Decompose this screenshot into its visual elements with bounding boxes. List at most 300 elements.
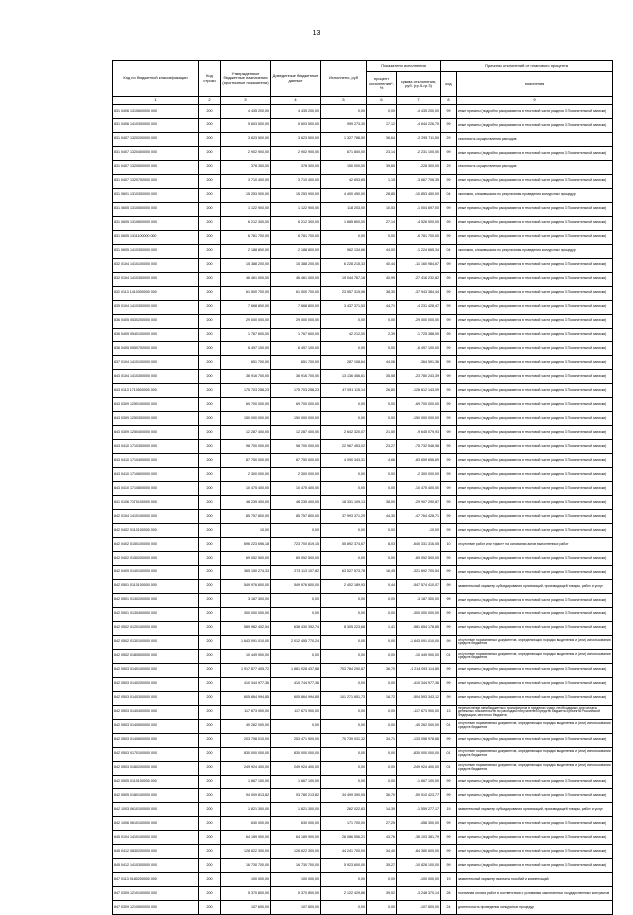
percent-cell: 0,00 xyxy=(367,342,397,356)
line-cell: 200 xyxy=(199,859,221,873)
reason-code-cell: 99 xyxy=(441,691,457,705)
brought-cell: 2 012 455 770,24 xyxy=(271,635,321,649)
code-cell: 842 0402 0150200000 000 xyxy=(113,552,199,566)
explanation-cell: иные причины (подробно раскрываются в текстовой части раздела 3 Пояснительной записки) xyxy=(457,454,613,468)
reason-code-cell: 99 xyxy=(441,524,457,538)
table-row xyxy=(113,174,613,188)
reason-code-cell: 99 xyxy=(441,468,457,482)
line-cell: 200 xyxy=(199,384,221,398)
header-explanation: пояснения xyxy=(457,72,613,97)
line-cell: 200 xyxy=(199,719,221,733)
approved-cell: 94 009 813,82 xyxy=(221,789,271,803)
reason-code-cell: 99 xyxy=(441,118,457,132)
header-reasons: Причины отклонений от планового процента xyxy=(441,61,613,72)
brought-cell: 6 781 700,00 xyxy=(271,230,321,244)
reason-code-cell: 28 xyxy=(441,887,457,901)
code-cell: 847 0309 1210500000 000 xyxy=(113,901,199,915)
code-cell: 831 0605 1410300000 000 xyxy=(113,244,199,258)
table-row xyxy=(113,216,613,230)
table-row xyxy=(113,272,613,286)
code-cell: 843 0309 1250100000 000 xyxy=(113,398,199,412)
table-row xyxy=(113,761,613,775)
explanation-cell: отсутствие нормативных документов, определяющих порядок выделения и (или) использования средств бюджетов xyxy=(457,747,613,761)
reason-code-cell: 99 xyxy=(441,817,457,831)
percent-cell: 0,00 xyxy=(367,412,397,426)
line-cell: 200 xyxy=(199,272,221,286)
column-number: 8 xyxy=(441,97,457,105)
explanation-cell: иные причины (подробно раскрываются в текстовой части раздела 3 Пояснительной записки) xyxy=(457,859,613,873)
code-cell: 842 0503 0140100000 000 xyxy=(113,663,199,677)
column-number: 4 xyxy=(271,97,321,105)
line-cell: 200 xyxy=(199,412,221,426)
explanation-cell: иные причины (подробно раскрываются в текстовой части раздела 3 Пояснительной записки) xyxy=(457,258,613,272)
reason-code-cell: 99 xyxy=(441,859,457,873)
code-cell: 842 0503 0180200000 000 xyxy=(113,761,199,775)
line-cell: 200 xyxy=(199,230,221,244)
percent-cell: 0,00 xyxy=(367,705,397,719)
executed-cell: 34 499 390,05 xyxy=(321,789,367,803)
reason-code-cell: 99 xyxy=(441,328,457,342)
approved-cell: 6 497 100,00 xyxy=(221,342,271,356)
deviation-cell: -1 224 665,34 xyxy=(397,244,441,258)
brought-cell: 87 750 000,00 xyxy=(271,454,321,468)
percent-cell: 0,00 xyxy=(367,677,397,691)
line-cell: 200 xyxy=(199,803,221,817)
reason-code-cell: 99 xyxy=(441,482,457,496)
brought-cell: 5 370 800,00 xyxy=(271,887,321,901)
reason-code-cell: 99 xyxy=(441,105,457,119)
code-cell: 831 0605 1310500000 000 xyxy=(113,202,199,216)
explanation-cell: иные причины (подробно раскрываются в текстовой части раздела 3 Пояснительной записки) xyxy=(457,817,613,831)
approved-cell: 7 668 800,00 xyxy=(221,300,271,314)
brought-cell: 651 700,00 xyxy=(271,356,321,370)
code-cell: 831 0605 1310600000 000 xyxy=(113,216,199,230)
explanation-cell: иные причины (подробно раскрываются в текстовой части раздела 3 Пояснительной записки) xyxy=(457,342,613,356)
code-cell: 842 0104 1410100000 000 xyxy=(113,510,199,524)
table-row xyxy=(113,440,613,454)
line-cell: 200 xyxy=(199,174,221,188)
deviation-cell: -3 187 300,00 xyxy=(397,593,441,607)
explanation-cell: иные причины (подробно раскрываются в текстовой части раздела 3 Пояснительной записки) xyxy=(457,272,613,286)
code-cell: 841 0106 71Г0100000 000 xyxy=(113,496,199,510)
approved-cell: 48 239 400,00 xyxy=(221,496,271,510)
reason-code-cell: 99 xyxy=(441,342,457,356)
reason-code-cell: 01 xyxy=(441,761,457,775)
code-cell: 842 0503 0170100000 000 xyxy=(113,747,199,761)
reason-code-cell: 99 xyxy=(441,440,457,454)
executed-cell: 42 693,65 xyxy=(321,174,367,188)
deviation-cell: -29 907 290,87 xyxy=(397,496,441,510)
explanation-cell: иные причины (подробно раскрываются в текстовой части раздела 3 Пояснительной записки) xyxy=(457,216,613,230)
percent-cell: 0,00 xyxy=(367,635,397,649)
reason-code-cell: 99 xyxy=(441,496,457,510)
executed-cell: 0,00 xyxy=(321,105,367,119)
reason-code-cell: 99 xyxy=(441,789,457,803)
reason-code-cell: 99 xyxy=(441,579,457,593)
line-cell: 200 xyxy=(199,482,221,496)
column-number: 7 xyxy=(397,97,441,105)
executed-cell: 4 090 343,31 xyxy=(321,454,367,468)
line-cell: 200 xyxy=(199,356,221,370)
percent-cell: 0,00 xyxy=(367,552,397,566)
line-cell: 200 xyxy=(199,538,221,552)
executed-cell: 0,00 xyxy=(321,677,367,691)
line-cell: 200 xyxy=(199,510,221,524)
executed-cell: 4 400 450,00 xyxy=(321,188,367,202)
explanation-cell: сезонность осуществления расходов xyxy=(457,132,613,146)
approved-cell: 1 643 091 010,00 xyxy=(221,635,271,649)
executed-cell: 0,00 xyxy=(321,901,367,915)
table-row xyxy=(113,579,613,593)
line-cell: 200 xyxy=(199,105,221,119)
deviation-cell: -59 510 423,77 xyxy=(397,789,441,803)
deviation-cell: -6 781 700,00 xyxy=(397,230,441,244)
percent-cell: 0,44 xyxy=(367,579,397,593)
code-cell: 843 0410 1710400000 000 xyxy=(113,454,199,468)
code-cell: 831 0407 1320400000 000 xyxy=(113,146,199,160)
brought-cell: 6 497 100,00 xyxy=(271,342,321,356)
approved-cell: 128 622 300,00 xyxy=(221,845,271,859)
code-cell: 831 0601 1310300000 000 xyxy=(113,188,199,202)
percent-cell: 43,76 xyxy=(367,831,397,845)
explanation-cell: отсутствие работ или «факт» на основании актов выполненных работ xyxy=(457,538,613,552)
percent-cell: 34,40 xyxy=(367,845,397,859)
reason-code-cell: 99 xyxy=(441,412,457,426)
approved-cell: 410 344 977,36 xyxy=(221,677,271,691)
brought-cell: 3 710 400,00 xyxy=(271,174,321,188)
executed-cell: 1 685 800,00 xyxy=(321,216,367,230)
table-row xyxy=(113,454,613,468)
percent-cell: 0,00 xyxy=(367,775,397,789)
deviation-cell: -2 231 100,00 xyxy=(397,146,441,160)
deviation-cell: -1 004 697,00 xyxy=(397,202,441,216)
explanation-cell: иные причины (подробно раскрываются в текстовой части раздела 3 Пояснительной записки) xyxy=(457,496,613,510)
brought-cell: 61 500 700,00 xyxy=(271,286,321,300)
deviation-cell: -10 475 400,00 xyxy=(397,482,441,496)
executed-cell: 962 134,66 xyxy=(321,244,367,258)
percent-cell: 39,65 xyxy=(367,160,397,174)
explanation-cell: иные причины (подробно раскрываются в текстовой части раздела 3 Пояснительной записки) xyxy=(457,230,613,244)
approved-cell: 249 924 400,00 xyxy=(221,761,271,775)
brought-cell: 107 600,00 xyxy=(271,901,321,915)
table-row xyxy=(113,705,613,719)
executed-cell: 0,00 xyxy=(321,230,367,244)
explanation-cell: сезонность осуществления расходов xyxy=(457,160,613,174)
executed-cell: 2 642 320,07 xyxy=(321,426,367,440)
explanation-cell: иные причины (подробно раскрываются в текстовой части раздела 3 Пояснительной записки) xyxy=(457,202,613,216)
code-cell: 842 0409 0140100000 000 xyxy=(113,565,199,579)
line-cell: 200 xyxy=(199,468,221,482)
brought-cell: 1 821 300,00 xyxy=(271,803,321,817)
reason-code-cell: 99 xyxy=(441,398,457,412)
explanation-cell: иные причины (подробно раскрываются в текстовой части раздела 3 Пояснительной записки) xyxy=(457,510,613,524)
percent-cell: 40,44 xyxy=(367,258,397,272)
explanation-cell: иные причины (подробно раскрываются в текстовой части раздела 3 Пояснительной записки) xyxy=(457,314,613,328)
table-row xyxy=(113,342,613,356)
explanation-cell: иные причины (подробно раскрываются в текстовой части раздела 3 Пояснительной записки) xyxy=(457,286,613,300)
line-cell: 200 xyxy=(199,621,221,635)
table-row xyxy=(113,747,613,761)
percent-cell: 40,99 xyxy=(367,272,397,286)
executed-cell: 23 557 315,56 xyxy=(321,286,367,300)
table-row xyxy=(113,789,613,803)
column-numbers-row xyxy=(113,97,613,105)
explanation-cell: перечисление межбюджетных трансфертов в пределах сумм, необходимых для оплаты денежных обязательств по расходам получателей средств бюджета субъекта Российской Федерации, местного бюджета xyxy=(457,705,613,719)
explanation-cell: иные причины (подробно раскрываются в текстовой части раздела 3 Пояснительной записки) xyxy=(457,174,613,188)
code-cell: 836 0405 0540100000 000 xyxy=(113,328,199,342)
approved-cell: 100 000,00 xyxy=(221,873,271,887)
approved-cell: 117 673 900,00 xyxy=(221,705,271,719)
deviation-cell: -547 574 410,07 xyxy=(397,579,441,593)
approved-cell: 589 962 402,54 xyxy=(221,621,271,635)
code-cell: 843 0410 1710300000 000 xyxy=(113,440,199,454)
explanation-cell: иные причины (подробно раскрываются в текстовой части раздела 3 Пояснительной записки) xyxy=(457,677,613,691)
executed-cell: 0,00 xyxy=(321,873,367,887)
brought-cell: 1 881 028 437,88 xyxy=(271,663,321,677)
code-cell: 842 0505 0180100000 000 xyxy=(113,789,199,803)
table-row xyxy=(113,105,613,119)
explanation-cell: отсутствие нормативных документов, определяющих порядок выделения и (или) использования средств бюджетов xyxy=(457,719,613,733)
reason-code-cell: 10 xyxy=(441,538,457,552)
explanation-cell: иные причины (подробно раскрываются в текстовой части раздела 3 Пояснительной записки) xyxy=(457,845,613,859)
table-row xyxy=(113,202,613,216)
percent-cell: 38,30 xyxy=(367,286,397,300)
brought-cell: 48 239 400,00 xyxy=(271,496,321,510)
brought-cell: 5 603 500,00 xyxy=(271,118,321,132)
brought-cell: 638 430 392,74 xyxy=(271,621,321,635)
brought-cell: 29 000 000,00 xyxy=(271,314,321,328)
budget-execution-table xyxy=(112,60,613,915)
brought-cell: 1 122 900,00 xyxy=(271,202,321,216)
reason-code-cell: 99 xyxy=(441,565,457,579)
line-cell: 200 xyxy=(199,118,221,132)
code-cell: 831 0407 1320500000 000 xyxy=(113,160,199,174)
executed-cell: 55 892 374,67 xyxy=(321,538,367,552)
executed-cell: 287 108,64 xyxy=(321,356,367,370)
code-cell: 842 0503 0140500000 000 xyxy=(113,719,199,733)
deviation-cell: -300 000 000,00 xyxy=(397,607,441,621)
explanation-cell: иные причины (подробно раскрываются в текстовой части раздела 3 Пояснительной записки) xyxy=(457,663,613,677)
brought-cell: 273 113 107,82 xyxy=(271,565,321,579)
table-row xyxy=(113,733,613,747)
deviation-cell: -29 000 000,00 xyxy=(397,314,441,328)
line-cell: 200 xyxy=(199,747,221,761)
explanation-cell: отсутствие нормативных документов, определяющих порядок выделения и (или) использования средств бюджетов xyxy=(457,635,613,649)
approved-cell: 3 187 300,00 xyxy=(221,593,271,607)
executed-cell: 0,00 xyxy=(321,747,367,761)
reason-code-cell: 99 xyxy=(441,663,457,677)
deviation-cell: -4 435 200,00 xyxy=(397,105,441,119)
line-cell: 200 xyxy=(199,188,221,202)
percent-cell: 0,00 xyxy=(367,607,397,621)
executed-cell: 0,00 xyxy=(321,398,367,412)
deviation-cell: -10 828 100,00 xyxy=(397,859,441,873)
table-row xyxy=(113,719,613,733)
table-row xyxy=(113,621,613,635)
table-row xyxy=(113,286,613,300)
percent-cell: 36,70 xyxy=(367,789,397,803)
line-cell: 200 xyxy=(199,314,221,328)
table-row xyxy=(113,649,613,663)
line-cell: 200 xyxy=(199,342,221,356)
code-cell: 842 0503 0140200000 000 xyxy=(113,677,199,691)
code-cell: 843 0309 1250300000 000 xyxy=(113,412,199,426)
explanation-cell: иные причины (подробно раскрываются в текстовой части раздела 3 Пояснительной записки) xyxy=(457,328,613,342)
deviation-cell: -1 643 091 010,00 xyxy=(397,635,441,649)
executed-cell: 0,00 xyxy=(321,705,367,719)
code-cell: 843 0410 1710600000 000 xyxy=(113,468,199,482)
reason-code-cell: 99 xyxy=(441,370,457,384)
brought-cell: 0,00 xyxy=(271,649,321,663)
approved-cell: 4 435 200,00 xyxy=(221,105,271,119)
approved-cell: 150 000 000,00 xyxy=(221,412,271,426)
code-cell: 832 0104 1410300000 000 xyxy=(113,272,199,286)
header-deviation: сумма отклонения, руб. (гр.5-гр.3) xyxy=(397,72,441,97)
brought-cell: 2 188 800,00 xyxy=(271,244,321,258)
reason-code-cell: 99 xyxy=(441,258,457,272)
reason-code-cell: 99 xyxy=(441,216,457,230)
table-row xyxy=(113,887,613,901)
deviation-cell: -69 052 500,00 xyxy=(397,552,441,566)
deviation-cell: -37 943 384,44 xyxy=(397,286,441,300)
percent-cell: 0,00 xyxy=(367,230,397,244)
line-cell: 200 xyxy=(199,398,221,412)
line-cell: 200 xyxy=(199,649,221,663)
code-cell: 832 0104 1410100000 000 xyxy=(113,258,199,272)
code-cell: 842 0501 0110100000 000 xyxy=(113,579,199,593)
column-number: 5 xyxy=(321,97,367,105)
line-cell: 200 xyxy=(199,901,221,915)
brought-cell: 0,00 xyxy=(271,607,321,621)
percent-cell: 28,85 xyxy=(367,188,397,202)
approved-cell: 6 212 300,00 xyxy=(221,216,271,230)
executed-cell: 101 271 651,73 xyxy=(321,691,367,705)
executed-cell: 0,00 xyxy=(321,524,367,538)
reason-code-cell: 04 xyxy=(441,188,457,202)
explanation-cell: экономия, сложившаяся по результатам проведения конкурсных процедур xyxy=(457,244,613,258)
explanation-cell: иные причины (подробно раскрываются в текстовой части раздела 3 Пояснительной записки) xyxy=(457,356,613,370)
header-code: Код по бюджетной классификации xyxy=(113,61,199,97)
code-cell: 842 0402 0150100000 000 xyxy=(113,538,199,552)
reason-code-cell: 24 xyxy=(441,901,457,915)
explanation-cell: иные причины (подробно раскрываются в текстовой части раздела 3 Пояснительной записки) xyxy=(457,733,613,747)
executed-cell: 13 136 456,61 xyxy=(321,370,367,384)
code-cell: 842 0503 0140600000 000 xyxy=(113,733,199,747)
line-cell: 200 xyxy=(199,775,221,789)
approved-cell: 64 189 900,00 xyxy=(221,831,271,845)
executed-cell: 118 203,00 xyxy=(321,202,367,216)
table-header-row xyxy=(113,61,613,72)
reason-code-cell: 99 xyxy=(441,174,457,188)
table-row xyxy=(113,118,613,132)
percent-cell: 27,25 xyxy=(367,817,397,831)
reason-code-cell: 99 xyxy=(441,845,457,859)
executed-cell: 63 527 573,78 xyxy=(321,565,367,579)
line-cell: 200 xyxy=(199,845,221,859)
deviation-cell: -830 000 000,00 xyxy=(397,747,441,761)
percent-cell: 0,00 xyxy=(367,468,397,482)
percent-cell: 0,00 xyxy=(367,482,397,496)
executed-cell: 150 000,00 xyxy=(321,160,367,174)
approved-cell: 61 500 700,00 xyxy=(221,286,271,300)
table-row xyxy=(113,132,613,146)
approved-cell: 107 600,00 xyxy=(221,901,271,915)
brought-cell: 117 673 900,00 xyxy=(271,705,321,719)
approved-cell: 549 976 600,00 xyxy=(221,579,271,593)
code-cell: 842 0502 0130100000 000 xyxy=(113,635,199,649)
explanation-cell: экономия, сложившаяся по результатам проведения конкурсных процедур xyxy=(457,188,613,202)
executed-cell: 0,00 xyxy=(321,412,367,426)
brought-cell: 249 924 400,00 xyxy=(271,761,321,775)
column-number: 3 xyxy=(221,97,271,105)
brought-cell: 0,00 xyxy=(271,593,321,607)
line-cell: 200 xyxy=(199,873,221,887)
approved-cell: 1 667 100,00 xyxy=(221,775,271,789)
line-cell: 200 xyxy=(199,691,221,705)
line-cell: 200 xyxy=(199,132,221,146)
explanation-cell: иные причины (подробно раскрываются в текстовой части раздела 3 Пояснительной записки) xyxy=(457,384,613,398)
approved-cell: 1 122 900,00 xyxy=(221,202,271,216)
explanation-cell: поэтапная оплата работ в соответствии с условиями заключенных государственных контрактов xyxy=(457,887,613,901)
column-number: 9 xyxy=(457,97,613,105)
reason-code-cell: 01 xyxy=(441,649,457,663)
brought-cell: 16 730 700,00 xyxy=(271,859,321,873)
approved-cell: 1 917 877 405,72 xyxy=(221,663,271,677)
deviation-cell: -47 764 428,71 xyxy=(397,510,441,524)
line-cell: 200 xyxy=(199,300,221,314)
executed-cell: 671 800,00 xyxy=(321,146,367,160)
executed-cell: 47 091 115,14 xyxy=(321,384,367,398)
approved-cell: 36 916 700,00 xyxy=(221,370,271,384)
deviation-cell: -128 612 143,09 xyxy=(397,384,441,398)
line-cell: 200 xyxy=(199,817,221,831)
table-row xyxy=(113,524,613,538)
reason-code-cell: 99 xyxy=(441,733,457,747)
approved-cell: 300 000 000,00 xyxy=(221,607,271,621)
executed-cell: 0,00 xyxy=(321,719,367,733)
code-cell: 845 0412 1410300000 000 xyxy=(113,859,199,873)
table-row xyxy=(113,677,613,691)
executed-cell: 262 022,83 xyxy=(321,803,367,817)
deviation-cell: -228 300,00 xyxy=(397,160,441,174)
brought-cell: 3 623 500,00 xyxy=(271,132,321,146)
code-cell: 845 0412 0830200000 000 xyxy=(113,845,199,859)
table-row xyxy=(113,691,613,705)
code-cell: 842 0503 0140300000 000 xyxy=(113,691,199,705)
code-cell: 832 0113 1410300000 000 xyxy=(113,286,199,300)
line-cell: 200 xyxy=(199,887,221,901)
deviation-cell: -133 058 978,68 xyxy=(397,733,441,747)
deviation-cell: -150 000 000,00 xyxy=(397,412,441,426)
line-cell: 200 xyxy=(199,426,221,440)
code-cell: 831 0406 1410300000 000 xyxy=(113,118,199,132)
table-row xyxy=(113,565,613,579)
percent-cell: 21,50 xyxy=(367,426,397,440)
executed-cell: 37 993 371,29 xyxy=(321,510,367,524)
percent-cell: 26,80 xyxy=(367,384,397,398)
executed-cell: 3 437 371,53 xyxy=(321,300,367,314)
deviation-cell: -10,00 xyxy=(397,524,441,538)
approved-cell: 12 287 400,00 xyxy=(221,426,271,440)
explanation-cell: иные причины (подробно раскрываются в текстовой части раздела 3 Пояснительной записки) xyxy=(457,426,613,440)
percent-cell: 0,00 xyxy=(367,524,397,538)
percent-cell: 2,39 xyxy=(367,328,397,342)
deviation-cell: -640 331 316,05 xyxy=(397,538,441,552)
executed-cell: 959 273,30 xyxy=(321,118,367,132)
table-row xyxy=(113,873,613,887)
brought-cell: 46 461 000,00 xyxy=(271,272,321,286)
approved-cell: 69 700 000,00 xyxy=(221,398,271,412)
